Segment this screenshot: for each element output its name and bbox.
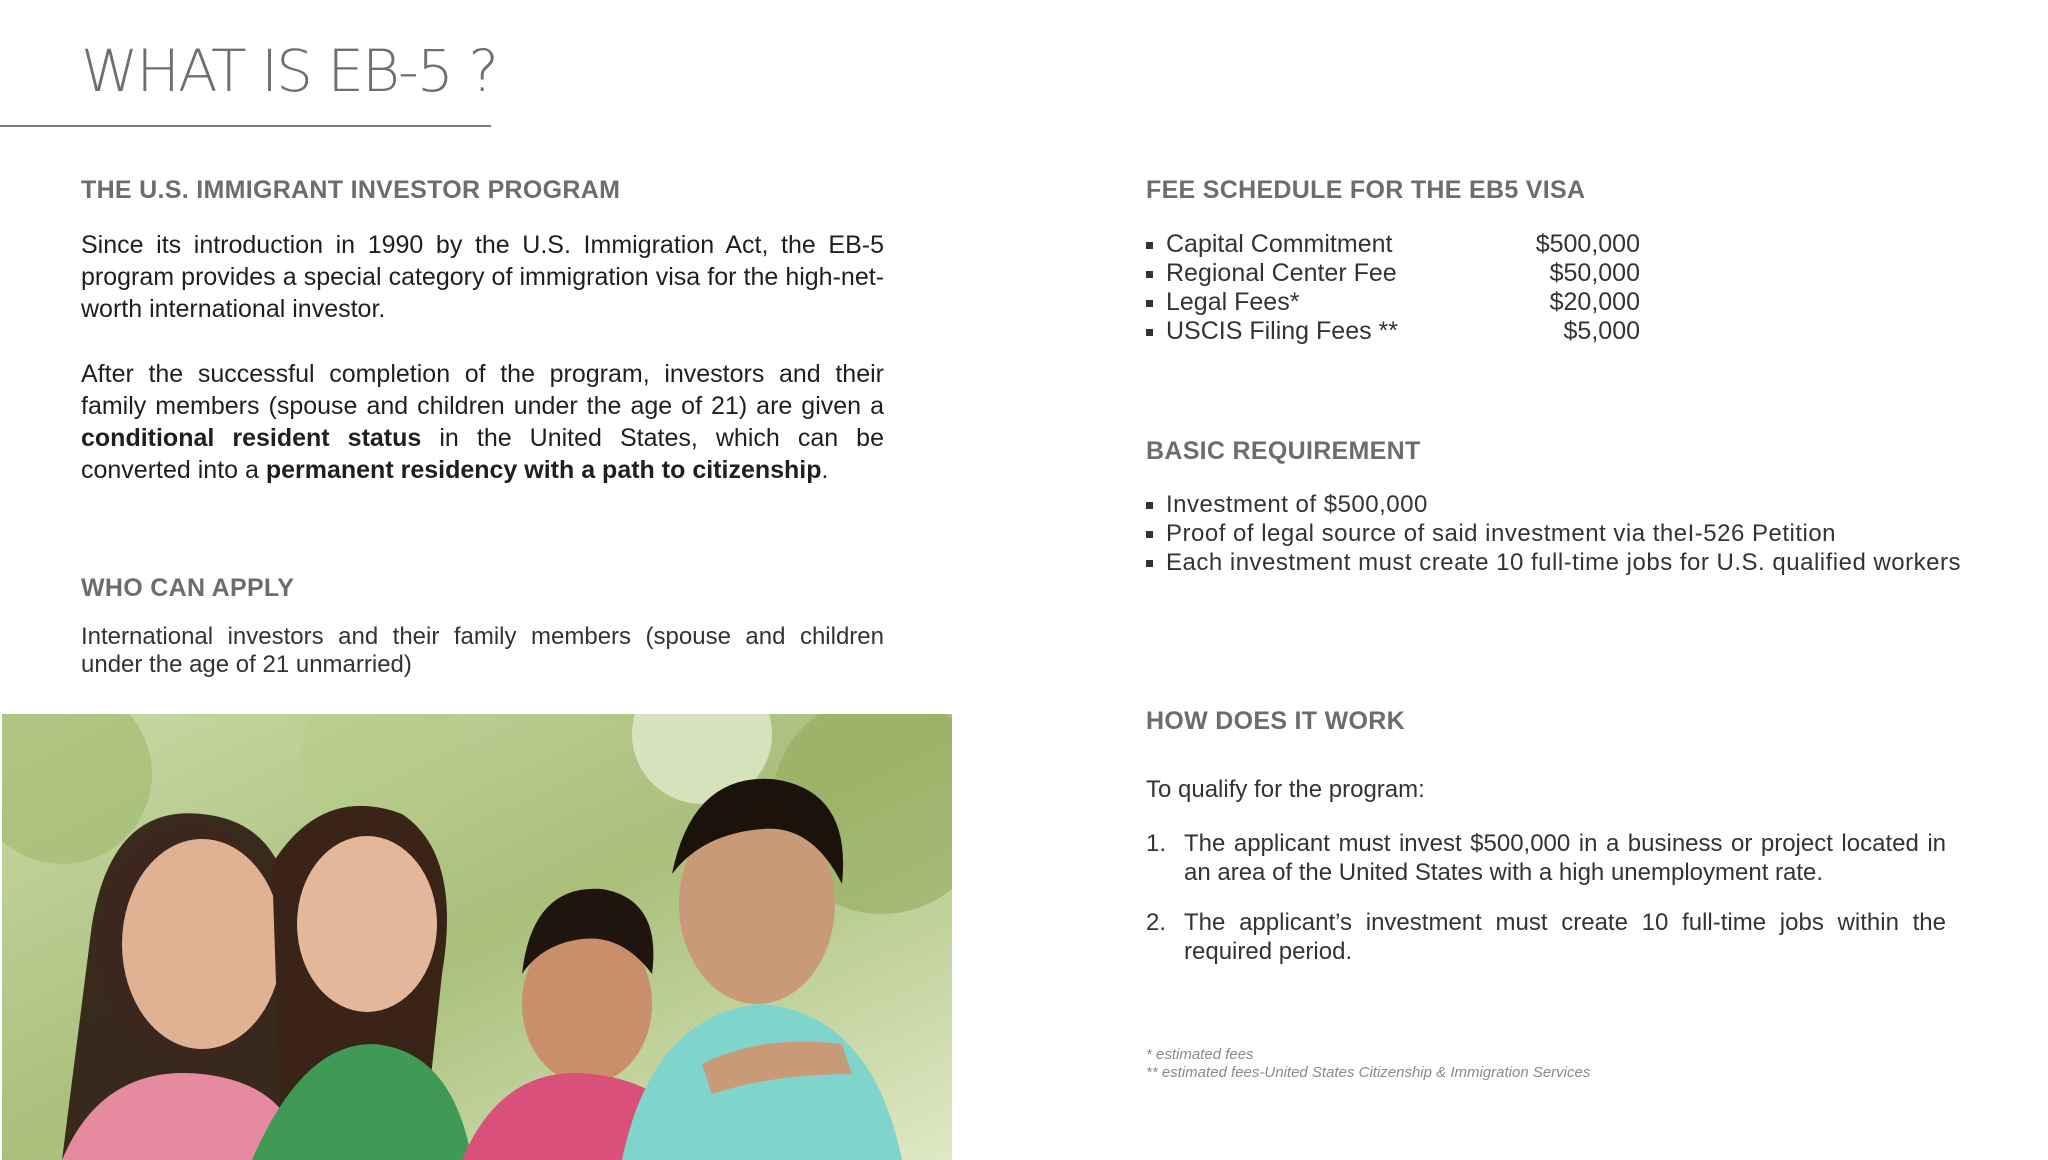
bullet-icon [1146, 271, 1153, 278]
fee-item [1146, 288, 1646, 317]
fee-item [1146, 259, 1646, 288]
fee-schedule-list [1146, 230, 1646, 346]
requirement-text: Proof of legal source of said investment via theI-526 Petition [1166, 520, 1837, 547]
conditional-status-text: conditional resident status [81, 424, 422, 452]
requirement-text: Investment of $500,000 [1166, 491, 1428, 518]
title-underline [0, 125, 491, 127]
fee-amount: $5,000 [1563, 317, 1640, 345]
qualification-steps [1146, 830, 1946, 988]
bullet-icon [1146, 300, 1153, 307]
bullet-icon [1146, 560, 1153, 567]
requirement-item [1146, 548, 1961, 577]
step-item [1146, 830, 1946, 887]
footnote-uscis-fees: ** estimated fees-United States Citizenship & Immigration Services [1146, 1064, 1591, 1081]
fee-schedule-heading: FEE SCHEDULE FOR THE EB5 VISA [1146, 176, 1586, 204]
requirement-list [1146, 490, 1961, 577]
bullet-icon [1146, 329, 1153, 336]
status-text-1: After the successful completion of the program, investors and their family members (spouse and children under the age of 21) are given a [81, 360, 884, 420]
status-text-2: in the United States, which can be converted into a [81, 424, 884, 484]
fee-item [1146, 230, 1646, 259]
status-text-3: . [821, 456, 829, 484]
requirement-item [1146, 519, 1961, 548]
family-photo [2, 714, 952, 1160]
step-text: The applicant must invest $500,000 in a business or project located in an area of the United States with a high unemployment rate. [1184, 830, 1946, 886]
bullet-icon [1146, 531, 1153, 538]
fee-amount: $20,000 [1549, 288, 1640, 316]
fee-amount: $500,000 [1535, 230, 1640, 258]
requirement-text: Each investment must create 10 full-time jobs for U.S. qualified workers [1166, 549, 1961, 576]
page-title: WHAT IS EB-5 ? [81, 37, 498, 105]
how-it-works-heading: HOW DOES IT WORK [1146, 707, 1405, 735]
bullet-icon [1146, 502, 1153, 509]
bullet-icon [1146, 242, 1153, 249]
fee-amount: $50,000 [1549, 259, 1640, 287]
status-paragraph [81, 358, 884, 486]
permanent-residency-text: permanent residency with a path to citizenship [265, 456, 822, 484]
qualify-intro: To qualify for the program: [1146, 776, 1425, 803]
step-item [1146, 909, 1946, 966]
fee-label: Legal Fees* [1166, 288, 1300, 316]
fee-label: Regional Center Fee [1166, 259, 1397, 287]
who-can-apply-heading: WHO CAN APPLY [81, 574, 295, 602]
step-number: 2. [1146, 909, 1167, 936]
intro-paragraph: Since its introduction in 1990 by the U.S. Immigration Act, the EB-5 program provides a special category of immigration visa for the high-net-worth international investor. [81, 231, 884, 323]
step-number: 1. [1146, 830, 1167, 857]
footnote-legal-fees: * estimated fees [1146, 1046, 1254, 1063]
fee-item [1146, 317, 1646, 346]
fee-label: Capital Commitment [1166, 230, 1393, 258]
requirement-item [1146, 490, 1961, 519]
fee-label: USCIS Filing Fees ** [1166, 317, 1399, 345]
program-heading: THE U.S. IMMIGRANT INVESTOR PROGRAM [81, 176, 621, 204]
who-can-apply-text: International investors and their family members (spouse and children under the age of 21 unmarried) [81, 623, 884, 678]
step-text: The applicant’s investment must create 10 full-time jobs within the required period. [1184, 909, 1946, 965]
basic-requirement-heading: BASIC REQUIREMENT [1146, 437, 1421, 465]
